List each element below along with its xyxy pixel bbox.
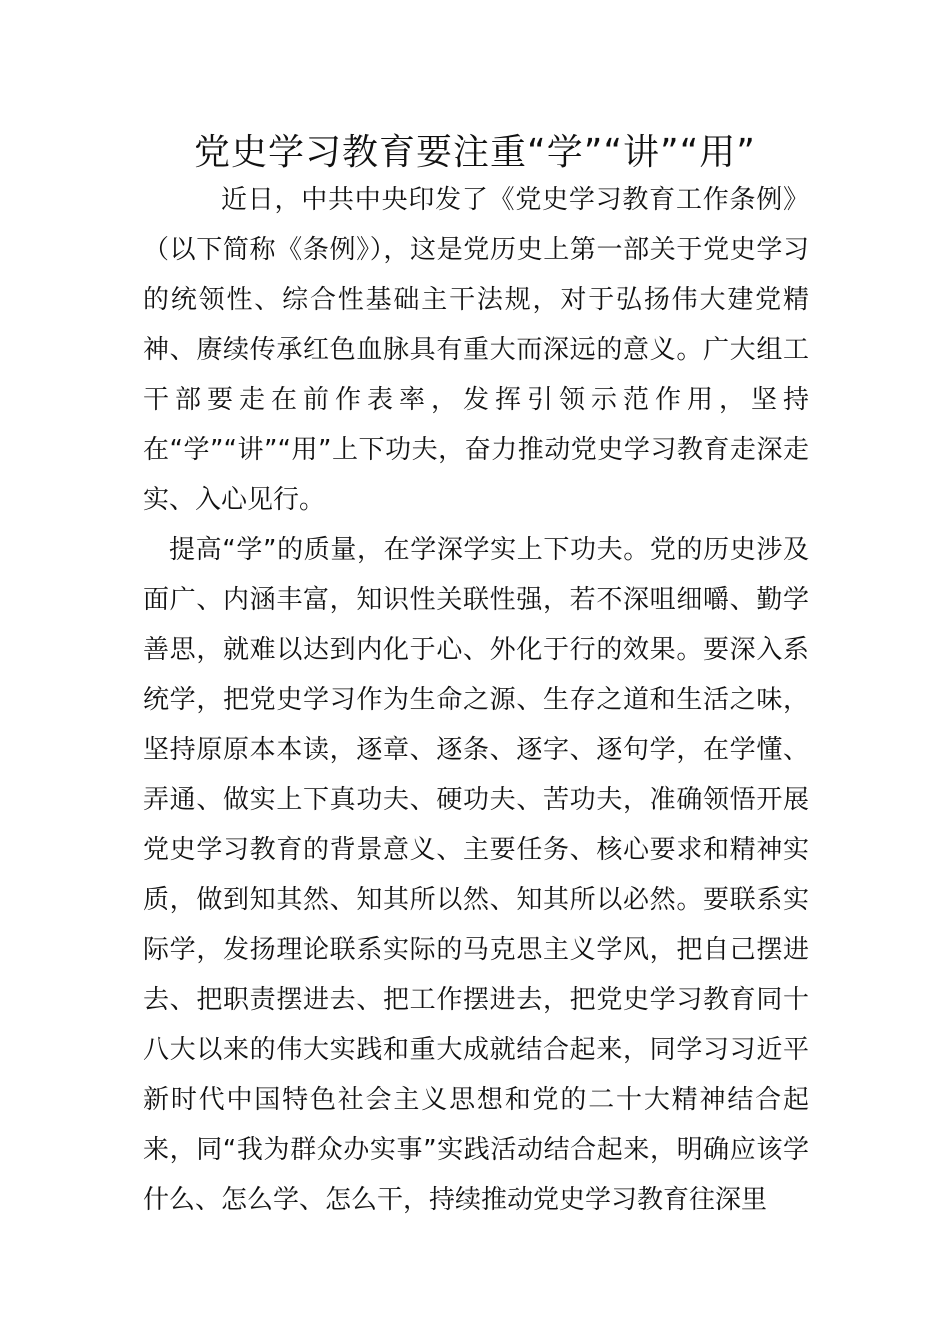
paragraph-intro: 近日，中共中央印发了《党史学习教育工作条例》（以下简称《条例》），这是党历史上第一部关于党史学习的统领性、综合性基础主干法规，对于弘扬伟大建党精神、赓续传承红色血脉具有重大而深远的意义。广大组工干部要走在前作表率，发挥引领示范作用，坚持在“学”“讲”“用”上下功夫，奋力推动党史学习教育走深走实、入心见行。 [143, 185, 809, 515]
paragraph-study: 提高“学”的质量，在学深学实上下功夫。党的历史涉及面广、内涵丰富，知识性关联性强，若不深咀细嚼、勤学善思，就难以达到内化于心、外化于行的效果。要深入系统学，把党史学习作为生命之源、生存之道和生活之味，坚持原原本本读，逐章、逐条、逐字、逐句学，在学懂、弄通、做实上下真功夫、硬功夫、苦功夫，准确领悟开展党史学习教育的背景意义、主要任务、核心要求和精神实质，做到知其然、知其所以然、知其所以必然。要联系实际学，发扬理论联系实际的马克思主义学风，把自己摆进去、把职责摆进去、把工作摆进去，把党史学习教育同十八大以来的伟大实践和重大成就结合起来，同学习习近平新时代中国特色社会主义思想和党的二十大精神结合起来，同“我为群众办实事”实践活动结合起来，明确应该学什么、怎么学、怎么干，持续推动党史学习教育往深里 [143, 535, 809, 1215]
document-title: 党史学习教育要注重“学”“讲”“用” [194, 132, 756, 173]
